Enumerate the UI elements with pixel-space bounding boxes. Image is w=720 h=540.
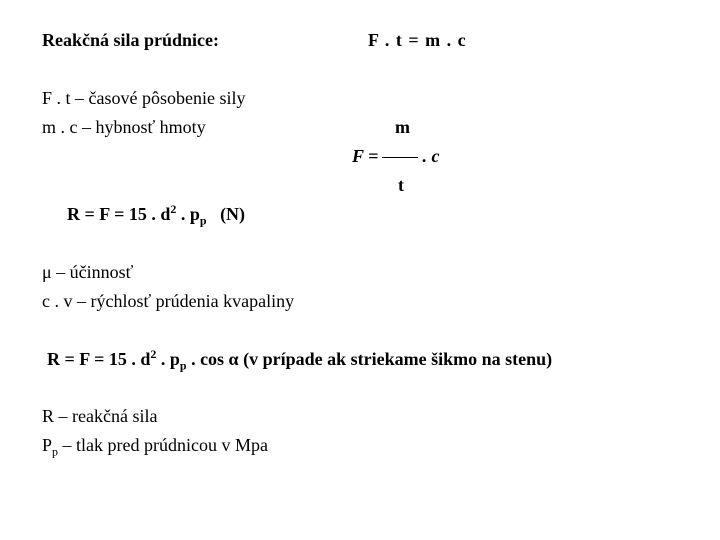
heading-label: Reakčná sila prúdnice: <box>42 30 220 50</box>
definition-mc: m . c – hybnosť hmoty <box>42 117 206 137</box>
fraction-formula <box>352 145 439 167</box>
formula2-tail: . cos α (v prípade ak striekame šikmo na stenu) <box>186 349 553 369</box>
definition-mu: μ – účinnosť <box>42 262 134 282</box>
pp-text: – tlak pred prúdnicou v Mpa <box>58 435 268 455</box>
fraction-rhs: . c <box>422 146 440 166</box>
formula-reaction-force <box>67 202 246 228</box>
formula2-base: R = F = 15 . d <box>47 349 151 369</box>
definition-r: R – reakčná sila <box>42 406 158 426</box>
fraction-numerator: m <box>395 117 410 137</box>
formula2-mid: . p <box>156 349 180 369</box>
fraction-denominator: t <box>398 175 404 195</box>
formula1-mid: . p <box>176 204 200 224</box>
formula1-base: R = F = 15 . d <box>67 204 171 224</box>
heading-formula: F . t = m . c <box>368 30 467 50</box>
formula1-subscript: p <box>199 213 207 228</box>
formula2-subscript: p <box>179 358 187 373</box>
fraction-bar <box>382 157 418 158</box>
formula1-exponent: 2 <box>170 202 177 216</box>
pp-base: P <box>42 435 53 455</box>
fraction-lhs: F = <box>352 146 379 166</box>
definition-pp <box>42 434 268 459</box>
pp-subscript: p <box>52 444 59 459</box>
definition-cv: c . v – rýchlosť prúdenia kvapaliny <box>42 291 295 311</box>
formula-oblique <box>47 347 553 373</box>
formula1-unit: (N) <box>220 204 246 224</box>
definition-ft: F . t – časové pôsobenie sily <box>42 88 246 108</box>
formula2-exponent: 2 <box>150 347 157 361</box>
